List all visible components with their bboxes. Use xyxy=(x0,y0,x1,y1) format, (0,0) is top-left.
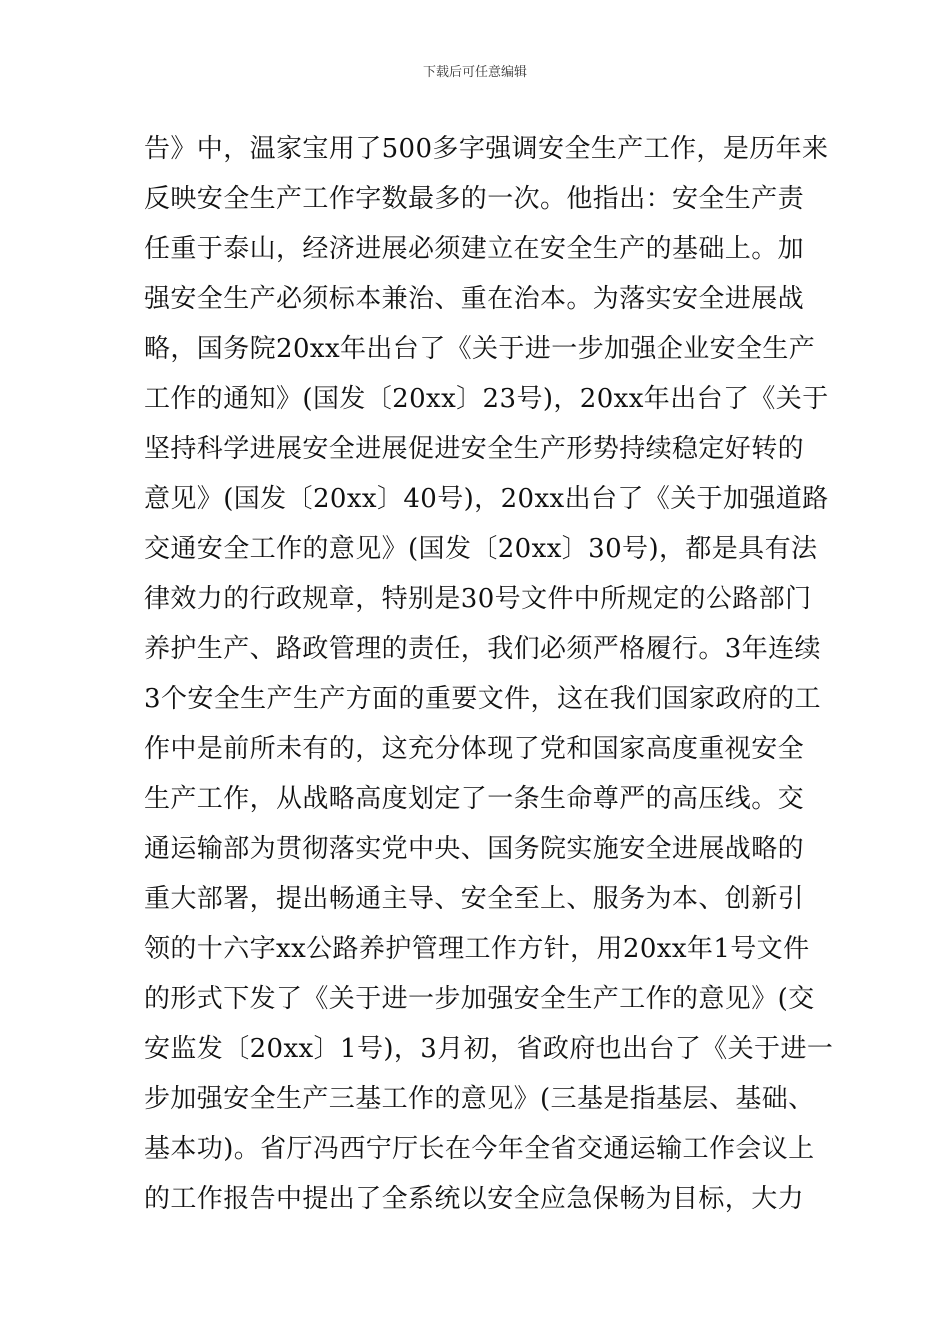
text-line: 通运输部为贯彻落实党中央、国务院实施安全进展战略的 xyxy=(144,834,805,864)
text-line: 意见》(国发〔20xx〕40号)，20xx出台了《关于加强道路 xyxy=(144,484,829,514)
text-line: 强安全生产必须标本兼治、重在治本。为落实安全进展战 xyxy=(144,284,805,314)
text-line: 的工作报告中提出了全系统以安全应急保畅为目标，大力 xyxy=(144,1184,805,1214)
text-line: 生产工作，从战略高度划定了一条生命尊严的高压线。交 xyxy=(144,784,805,814)
text-line: 告》中，温家宝用了500多字强调安全生产工作，是历年来 xyxy=(144,134,829,164)
text-line: 坚持科学进展安全进展促进安全生产形势持续稳定好转的 xyxy=(144,434,805,464)
text-line: 律效力的行政规章，特别是30号文件中所规定的公路部门 xyxy=(144,584,812,614)
text-line: 养护生产、路政管理的责任，我们必须严格履行。3年连续 xyxy=(144,634,821,664)
text-line: 略，国务院20xx年出台了《关于进一步加强企业安全生产 xyxy=(144,334,816,364)
text-line: 交通安全工作的意见》(国发〔20xx〕30号)，都是具有法 xyxy=(144,534,818,564)
page-header: 下载后可任意编辑 xyxy=(422,65,527,80)
text-line: 基本功)。省厅冯西宁厅长在今年全省交通运输工作会议上 xyxy=(144,1134,815,1164)
text-line: 重大部署，提出畅通主导、安全至上、服务为本、创新引 xyxy=(144,884,805,914)
text-line: 的形式下发了《关于进一步加强安全生产工作的意见》(交 xyxy=(144,984,815,1014)
text-line: 反映安全生产工作字数最多的一次。他指出：安全生产责 xyxy=(144,184,805,214)
text-line: 步加强安全生产三基工作的意见》(三基是指基层、基础、 xyxy=(144,1084,815,1114)
text-line: 领的十六字xx公路养护管理工作方针，用20xx年1号文件 xyxy=(144,934,810,964)
text-line: 工作的通知》(国发〔20xx〕23号)，20xx年出台了《关于 xyxy=(144,384,829,414)
text-line: 作中是前所未有的，这充分体现了党和国家高度重视安全 xyxy=(144,734,805,764)
text-line: 3个安全生产生产方面的重要文件，这在我们国家政府的工 xyxy=(144,684,821,714)
text-line: 安监发〔20xx〕1号)，3月初，省政府也出台了《关于进一 xyxy=(144,1034,834,1064)
body-paragraph xyxy=(144,124,834,1224)
text-line: 任重于泰山，经济进展必须建立在安全生产的基础上。加 xyxy=(144,234,805,264)
